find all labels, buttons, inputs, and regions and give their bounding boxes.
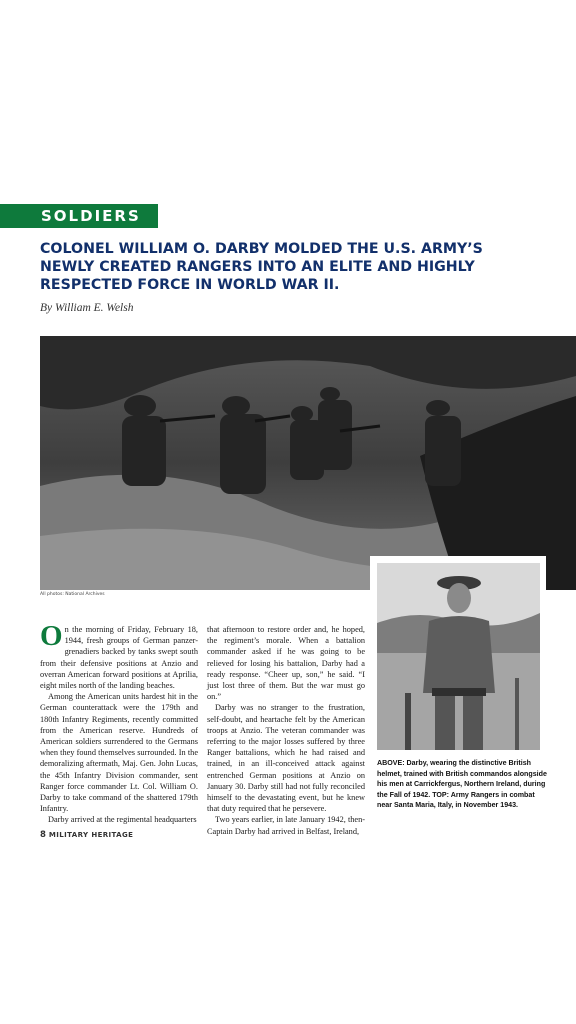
inset-photo	[377, 563, 540, 750]
article-headline: COLONEL WILLIAM O. DARBY MOLDED THE U.S. ARMY’S NEWLY CREATED RANGERS INTO AN ELITE AND HIGHLY RESPECTED FORCE IN WORLD WAR II.	[40, 241, 483, 293]
paragraph: Two years earlier, in late January 1942, then-Captain Darby had arrived in Belfast, Ireland,	[207, 815, 365, 836]
page-footer	[40, 830, 133, 840]
photo-credit: All photos: National Archives	[40, 592, 105, 597]
hero-photo-illustration	[40, 336, 576, 590]
magazine-name: MILITARY HERITAGE	[48, 831, 134, 839]
hero-photo	[40, 336, 576, 590]
paragraph: that afternoon to restore order and, he hoped, the regiment’s morale. When a battalion commander asked if he was going to be relieved for losing his battalion, Darby had a ready response. “Cheer up, son,” he said. “I just lost three of them. But the war must go on.”	[207, 625, 365, 702]
text-column-2	[207, 624, 365, 837]
text-column-1	[40, 620, 198, 826]
inset-photo-frame	[370, 556, 546, 752]
paragraph: n the morning of Friday, February 18, 1944, fresh groups of German panzer-grenadiers backed by tanks swept south from their defensive positions at Anzio and overran American forward positions at Aprilia, eight miles north of the landing beaches.	[40, 625, 198, 691]
page-number: 8	[40, 830, 46, 840]
drop-cap: O	[40, 620, 63, 652]
paragraph: Darby was no stranger to the frustration, self-doubt, and heartache felt by the American troops at Anzio. The veteran commander was referring to the major losses suffered by three Ranger battalions, which he had raised and trained, in an ill-conceived attack against entrenched German positions at Anzio on January 30. Darby still had not fully reconciled himself to the devastating event, but he knew that duty required that he persevere.	[207, 703, 365, 814]
inset-photo-illustration	[377, 563, 540, 750]
section-label: SOLDIERS	[0, 204, 158, 228]
byline: By William E. Welsh	[40, 302, 134, 314]
paragraph: Darby arrived at the regimental headquarters	[48, 815, 197, 825]
paragraph: Among the American units hardest hit in the German counterattack were the 179th and 180th Infantry Regiments, recently committed from the American reserve. Hundreds of American soldiers surrendered to the Germans when they found themselves surrounded. In the demoralizing aftermath, Maj. Gen. John Lucas, the 45th Infantry Division commander, sent Ranger force commander Lt. Col. William O. Darby to take command of the shattered 179th Infantry.	[40, 692, 198, 814]
photo-caption: ABOVE: Darby, wearing the distinctive British helmet, trained with British commandos alongside his men at Carrickfergus, Northern Ireland, during the Fall of 1942. TOP: Army Rangers in combat near Santa Maria, Italy, in November 1943.	[377, 759, 547, 809]
